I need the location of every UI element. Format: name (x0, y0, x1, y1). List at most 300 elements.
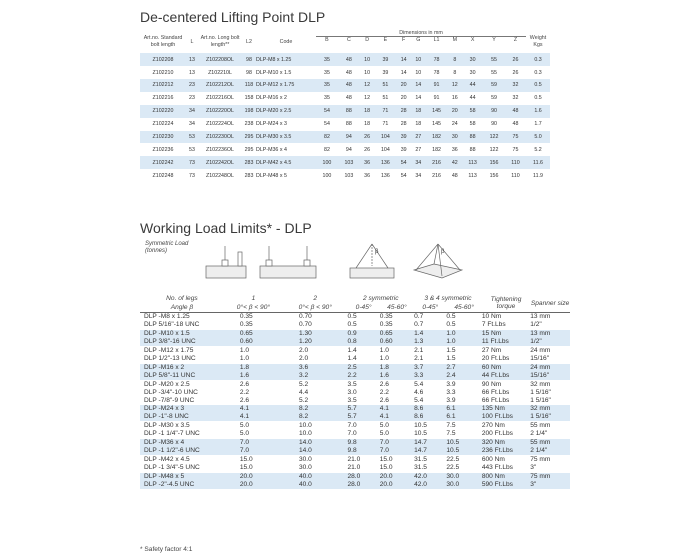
table-cell: 34 (411, 156, 426, 169)
table-row (140, 105, 550, 118)
table-cell: 122 (489, 146, 499, 153)
header-torque: Tightening torque (482, 294, 530, 313)
table-cell: Z102248 (152, 172, 174, 179)
table-cell: 2.6 (239, 396, 250, 404)
table-cell: 10.0 (298, 430, 312, 438)
table-cell: 0.3 (526, 53, 550, 66)
table-cell: 1 5/16" (530, 388, 551, 396)
table-row (140, 321, 570, 329)
table-cell: 198 (242, 105, 256, 118)
header-dim-d: D (365, 37, 370, 44)
table-cell: 3.3 (446, 388, 456, 396)
table-cell: 26 (512, 69, 519, 76)
table-cell: 7.5 (446, 430, 456, 438)
table-cell: 0.65 (380, 329, 414, 337)
table-row (140, 447, 570, 455)
table-cell: 42 (448, 156, 463, 169)
table-cell: 20 Ft.Lbs (481, 354, 510, 362)
table-cell: 5.0 (239, 430, 250, 438)
table-cell: Z102212OL (198, 79, 242, 92)
table-cell: 10 Nm (482, 313, 530, 321)
table-cell: 1.4 (347, 354, 357, 362)
table-cell: 16 (451, 95, 458, 102)
table-cell: 182 (432, 146, 441, 153)
table-cell: 11.9 (533, 172, 543, 179)
table-row (140, 439, 570, 447)
table-cell: DLP-M12 x 1.75 (256, 79, 316, 92)
table-cell: 23 (189, 95, 195, 102)
header-dim-x: X (470, 37, 475, 44)
table-cell: 7.5 (446, 422, 481, 430)
table-cell: 110 (505, 156, 526, 169)
table-cell: 10 (364, 69, 371, 76)
header-dim-b: B (325, 37, 329, 44)
table-cell: 7 Ft.Lbs (481, 320, 506, 328)
table-cell: 2.1 (414, 354, 424, 362)
table-cell: 88 (338, 105, 360, 118)
table-cell: 28.0 (347, 481, 379, 489)
table-cell: 55 (491, 69, 497, 76)
table-cell: 7.0 (380, 447, 414, 455)
table-cell: 14 (396, 53, 411, 66)
table-cell: 28.0 (347, 473, 379, 481)
table-cell: Z102248OL (206, 172, 234, 179)
table-cell: 113 (462, 156, 483, 169)
table-cell: 66 Ft.Lbs (481, 396, 510, 404)
table-cell: 35 (324, 95, 330, 102)
table-cell: DLP-M42 x 4.5 (256, 156, 316, 169)
table-cell: 18 (411, 105, 426, 118)
table-cell: 55 (483, 53, 505, 66)
table-cell: 18 (360, 105, 375, 118)
table-cell: 1.0 (380, 346, 414, 354)
table-cell: 0.35 (379, 320, 393, 328)
table-cell: 9.8 (347, 439, 379, 447)
header-angle-2: 0°< β < 90° (283, 303, 348, 313)
table-cell: 11 Ft.Lbs (482, 338, 530, 346)
header-dim-f: F (402, 37, 406, 44)
table-cell: DLP-M36 x 4 (256, 146, 287, 153)
table-cell: 3" (530, 464, 537, 472)
table-cell: 48 (451, 172, 458, 179)
table-cell: 135 Nm (482, 405, 530, 413)
header-dim-m: M (452, 37, 458, 44)
table-cell: 800 Nm (482, 473, 530, 481)
diagram-two-symmetric (350, 244, 394, 278)
table-cell: DLP -7/8"-9 UNC (144, 396, 195, 404)
table-cell: 3.3 (414, 372, 446, 380)
table-cell: 5.2 (298, 396, 309, 404)
table-cell: 238 (244, 121, 254, 128)
table-cell: 59 (491, 95, 497, 102)
table-cell: 48 (338, 53, 360, 66)
table-cell: 5.4 (414, 380, 446, 388)
table-cell: 1.5 (446, 346, 481, 354)
table-row (140, 92, 550, 105)
table-cell: 5.0 (380, 422, 414, 430)
table-cell: 78 (426, 53, 448, 66)
table-cell: 54 (316, 105, 338, 118)
table-cell: 4.1 (380, 413, 414, 421)
table-cell: 91 (433, 95, 440, 102)
table-cell: 103 (338, 156, 360, 169)
table-cell: 1.6 (380, 372, 414, 380)
table-cell: 0.70 (283, 313, 348, 321)
table-cell: DLP -3/4"-10 UNC (144, 388, 198, 396)
table-cell: 200 Ft.Lbs (481, 430, 513, 438)
header-legs-34sym: 3 & 4 symmetric (424, 295, 472, 302)
table-cell: 0.5 (347, 313, 379, 321)
table-cell: DLP 3/8"-16 UNC (140, 338, 224, 346)
header-art-long: Art.no. Long bolt length** (200, 35, 240, 48)
table-cell: Z102224OL (206, 121, 234, 128)
table-cell: 110 (511, 172, 520, 179)
table-cell: 8.2 (283, 405, 348, 413)
table-cell: 54 (324, 121, 330, 128)
table-cell: 15.0 (224, 456, 283, 464)
table-cell: 30.0 (446, 473, 481, 481)
table-row (140, 397, 570, 405)
table-cell: 8 (453, 69, 457, 76)
table-cell: 0.60 (380, 338, 414, 346)
table-cell: DLP-M30 x 3.5 (256, 131, 316, 144)
table-cell: 20.0 (224, 473, 283, 481)
table-cell: 0.8 (347, 338, 379, 346)
table-cell: 15 Nm (482, 329, 530, 337)
table-row (140, 329, 570, 337)
table-cell: 104 (380, 146, 390, 153)
table-cell: DLP-M16 x 2 (256, 95, 287, 102)
table-cell: 98 (246, 69, 252, 76)
table-cell: 15.0 (239, 464, 253, 472)
table-cell: 39 (374, 53, 396, 66)
table-cell: 30.0 (446, 481, 481, 489)
table-cell: 15/16" (530, 372, 570, 380)
header-dim-c: C (346, 37, 351, 44)
table-row (140, 380, 570, 388)
table-cell: 0.5 (446, 320, 456, 328)
beta-symbol: β (375, 249, 379, 255)
lifting-diagrams (200, 240, 480, 290)
table-row (140, 464, 570, 472)
table-cell: 1.0 (379, 354, 389, 362)
table-cell: 145 (426, 105, 448, 118)
header-legs-2: 2 (313, 295, 318, 302)
table-cell: 10.5 (414, 430, 427, 438)
table-cell: 75 (512, 146, 519, 153)
table-cell: 283 (244, 172, 254, 179)
table-cell: 283 (242, 156, 256, 169)
table-cell: 53 (186, 131, 198, 144)
table-cell: 24 (451, 121, 458, 128)
table-cell: 100 Ft.Lbs (482, 413, 530, 421)
table-cell: 94 (338, 131, 360, 144)
table-cell: 100 (322, 172, 332, 179)
table-row (140, 355, 570, 363)
table-cell: 12 (364, 95, 371, 102)
table-cell: 15/16" (530, 354, 550, 362)
table-cell: 0.9 (347, 329, 379, 337)
table-cell: 4.4 (298, 388, 309, 396)
table-cell: 23 (186, 79, 198, 92)
table-row (140, 66, 550, 79)
table-row (140, 338, 570, 346)
table-cell: 75 (505, 131, 526, 144)
table-cell: Z102210L (208, 69, 232, 76)
table-cell: 22.5 (446, 456, 481, 464)
table-cell: 88 (469, 146, 476, 153)
table-cell: 320 Nm (482, 439, 530, 447)
header-dim-z: Z (513, 37, 518, 44)
table-cell: DLP -M20 x 2.5 (140, 380, 224, 388)
table-cell: DLP-M20 x 2.5 (256, 105, 316, 118)
table-cell: 1.7 (534, 121, 542, 128)
table-cell: DLP-M48 x 5 (256, 172, 287, 179)
table-row (140, 118, 550, 131)
table-cell: 32 mm (530, 380, 570, 388)
table-cell: 22.5 (446, 464, 460, 472)
table-cell: 1 5/16" (530, 413, 570, 421)
table-cell: DLP -1 1/2"-6 UNC (140, 447, 224, 455)
table-cell: 54 (396, 156, 411, 169)
diagram-four-symmetric (414, 244, 462, 278)
table-cell: 60 Nm (482, 363, 530, 371)
table-cell: 35 (316, 53, 338, 66)
header-legs-2sym: 2 symmetric (363, 295, 399, 302)
table-cell: 94 (345, 146, 352, 153)
table-cell: 10.5 (446, 439, 481, 447)
table-cell: DLP -M36 x 4 (140, 439, 224, 447)
table-cell: 21.0 (347, 464, 361, 472)
table-cell: 5.7 (347, 405, 379, 413)
table-cell: 10.5 (446, 447, 481, 455)
table-cell: 34 (415, 172, 422, 179)
table-cell: 2.1 (414, 346, 446, 354)
table-cell: 53 (189, 146, 195, 153)
page-title-dlp: De-centered Lifting Point DLP (140, 9, 326, 25)
table-cell: 32 (512, 95, 519, 102)
table-cell: DLP -M30 x 3.5 (140, 422, 224, 430)
table-cell: 39 (400, 146, 407, 153)
table-cell: Z102242 (140, 156, 186, 169)
table-cell: 3.9 (446, 396, 456, 404)
table-cell: 8.6 (414, 405, 446, 413)
table-cell: 3.6 (283, 363, 348, 371)
table-cell: Z102216 (152, 95, 174, 102)
table-cell: 0.5 (347, 320, 357, 328)
table-cell: 20.0 (380, 481, 414, 489)
table-cell: 14.7 (414, 447, 446, 455)
table-cell: 216 (426, 156, 448, 169)
table-cell: Z102208OL (198, 53, 242, 66)
table-cell: 3.9 (446, 380, 481, 388)
table-cell: 0.7 (414, 320, 424, 328)
table-cell: 2.0 (298, 354, 309, 362)
table-cell: 7.0 (347, 430, 357, 438)
table-cell: Z102216OL (206, 95, 234, 102)
table-cell: 1.0 (224, 346, 283, 354)
table-cell: 113 (468, 172, 477, 179)
table-cell: Z102230 (140, 131, 186, 144)
table-cell: 36 (451, 146, 458, 153)
table-cell: 1.4 (414, 329, 446, 337)
table-cell: DLP -M48 x 5 (140, 473, 224, 481)
header-angle: Angle β (140, 303, 224, 313)
table-cell: 24 mm (530, 346, 570, 354)
table-cell: 158 (244, 95, 254, 102)
diagram-single-leg (206, 246, 246, 278)
table-cell: 44 (469, 95, 476, 102)
table-cell: 0.70 (298, 320, 312, 328)
table-cell: 15.0 (379, 464, 393, 472)
table-cell: 14 (415, 95, 422, 102)
table-cell: 10 (415, 69, 422, 76)
table-cell: Z102224 (152, 121, 174, 128)
table-row (140, 372, 570, 380)
table-cell: 4.1 (224, 413, 283, 421)
table-cell: 182 (426, 131, 448, 144)
table-cell: 54 (400, 172, 407, 179)
dimensions-table (140, 30, 550, 182)
table-cell: 2.6 (380, 380, 414, 388)
table-cell: 24 mm (530, 363, 570, 371)
table-cell: 35 (316, 79, 338, 92)
table-cell: 3" (530, 481, 570, 489)
table-cell: 2.6 (379, 396, 389, 404)
table-cell: 100 (316, 156, 338, 169)
table-cell: Z102236 (152, 146, 174, 153)
table-cell: DLP -1 1/4"-7 UNC (144, 430, 200, 438)
table-cell: DLP -1"-8 UNC (140, 413, 224, 421)
table-cell: 2 1/4" (530, 430, 548, 438)
table-cell: 136 (380, 172, 390, 179)
footnote-safety: * Safety factor 4:1 (140, 546, 193, 553)
table-cell: 1.5 (446, 354, 456, 362)
table-cell: DLP -M8 x 1.25 (140, 313, 224, 321)
table-cell: 28 (396, 105, 411, 118)
table-cell: Z102236OL (206, 146, 234, 153)
table-cell: 0.7 (414, 313, 446, 321)
table-cell: 6.1 (446, 405, 481, 413)
table-cell: 59 (483, 79, 505, 92)
table-cell: DLP -M24 x 3 (140, 405, 224, 413)
table-cell: 42.0 (414, 473, 446, 481)
table-cell: 48 (345, 95, 352, 102)
table-cell: 156 (489, 172, 499, 179)
table-cell: 145 (432, 121, 441, 128)
table-cell: 30 (448, 131, 463, 144)
table-cell: 8.6 (414, 413, 446, 421)
table-cell: 5.0 (224, 422, 283, 430)
table-cell: 2.2 (379, 388, 389, 396)
table-cell: 7.0 (347, 422, 379, 430)
section-title-wll: Working Load Limits* - DLP (140, 220, 312, 236)
table-cell: 8.2 (283, 413, 348, 421)
table-cell: 3.0 (347, 388, 357, 396)
table-cell: 55 mm (530, 439, 570, 447)
header-angle-4: 45-60° (380, 303, 414, 313)
table-cell: 10 (411, 53, 426, 66)
header-spanner: Spanner size (530, 294, 570, 313)
table-row (140, 131, 550, 144)
header-dim-y: Y (492, 37, 496, 44)
table-cell: 5.0 (526, 131, 550, 144)
table-cell: 71 (382, 121, 389, 128)
table-cell: 40.0 (283, 481, 348, 489)
table-cell: 2 1/4" (530, 447, 570, 455)
table-cell: 34 (186, 105, 198, 118)
table-cell: DLP -M16 x 2 (140, 363, 224, 371)
table-cell: 36 (364, 172, 371, 179)
table-cell: 88 (462, 131, 483, 144)
header-angle-6: 45-60° (446, 303, 481, 313)
header-art-std: Art.no. Standard bolt length (143, 35, 183, 48)
table-cell: DLP 5/8"-11 UNC (140, 372, 224, 380)
table-cell: 78 (433, 69, 440, 76)
table-cell: 48 (345, 69, 352, 76)
table-cell: 5.4 (414, 396, 424, 404)
table-cell: 15.0 (380, 456, 414, 464)
diagram-two-legs (260, 246, 316, 278)
table-cell: 216 (432, 172, 441, 179)
table-cell: 73 (189, 172, 195, 179)
table-cell: 90 (483, 105, 505, 118)
table-cell: 73 (186, 156, 198, 169)
table-cell: 66 Ft.Lbs (481, 388, 510, 396)
table-cell: Z102210 (152, 69, 174, 76)
table-cell: 13 mm (530, 313, 570, 321)
table-cell: 5.2 (283, 380, 348, 388)
table-cell: 90 (491, 121, 497, 128)
table-cell: 48 (512, 121, 519, 128)
table-cell: DLP -M10 x 1.5 (140, 329, 224, 337)
header-dim-l1: L1 (433, 37, 440, 44)
table-cell: 1.4 (347, 346, 379, 354)
table-cell: 11.6 (526, 156, 550, 169)
table-row (140, 422, 570, 430)
table-cell: 34 (189, 121, 195, 128)
table-cell: 236 Ft.Lbs (482, 447, 530, 455)
table-cell: 0.35 (224, 313, 283, 321)
table-cell: 0.3 (534, 69, 542, 76)
table-cell: DLP -2"-4.5 UNC (140, 481, 224, 489)
table-cell: 58 (462, 105, 483, 118)
table-cell: 3.5 (347, 380, 379, 388)
table-cell: 14 (400, 69, 407, 76)
table-cell: 6.1 (446, 413, 481, 421)
table-cell: 44 (462, 79, 483, 92)
table-cell: 26 (360, 131, 375, 144)
table-cell: 28 (400, 121, 407, 128)
table-cell: 5.7 (347, 413, 379, 421)
table-cell: 27 (411, 131, 426, 144)
table-row (140, 169, 550, 182)
table-cell: 32 mm (530, 405, 570, 413)
table-row (140, 389, 570, 397)
table-cell: 42.0 (414, 481, 446, 489)
table-cell: 75 mm (530, 456, 570, 464)
table-cell: 1.8 (380, 363, 414, 371)
table-cell: Z102212 (140, 79, 186, 92)
table-cell: Z102242OL (198, 156, 242, 169)
table-cell: 2.2 (239, 388, 250, 396)
table-cell: 270 Nm (482, 422, 530, 430)
table-cell: 20 (400, 95, 407, 102)
beta-symbol-2: β (441, 249, 445, 255)
table-cell: 82 (316, 131, 338, 144)
symmetric-load-label: Symmetric Load (tonnes) (145, 241, 189, 254)
table-cell: 30.0 (298, 464, 312, 472)
